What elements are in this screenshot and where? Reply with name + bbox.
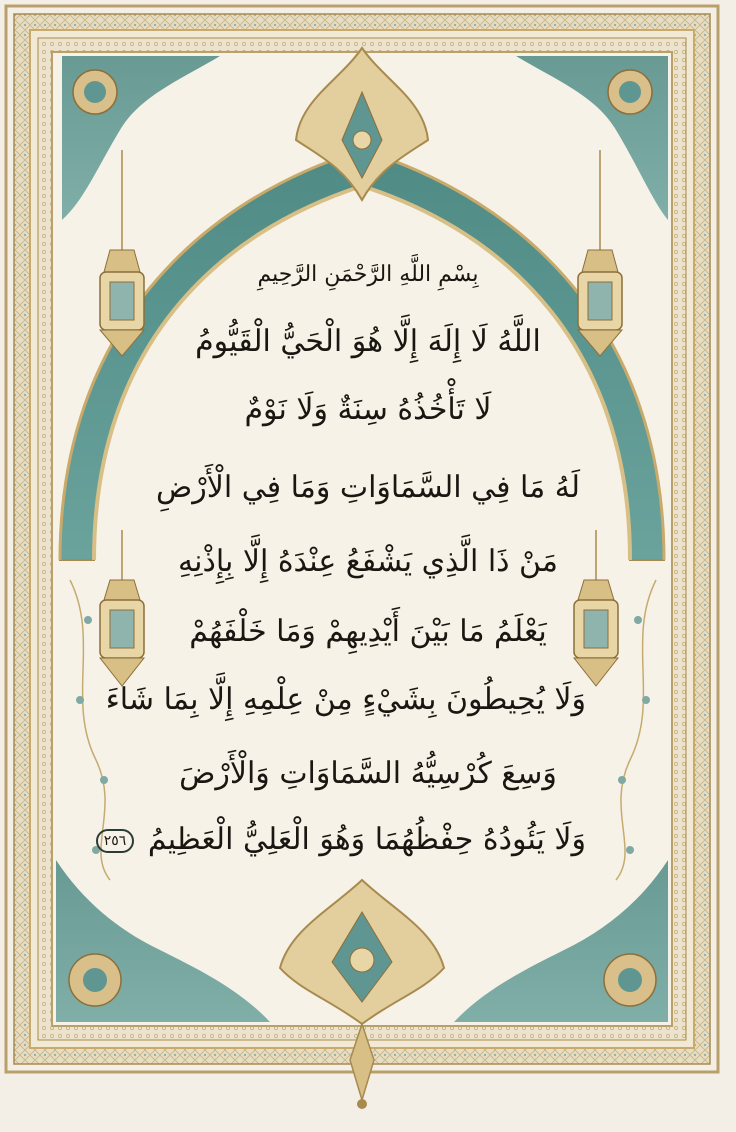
verse-line-5: يَعْلَمُ مَا بَيْنَ أَيْدِيهِمْ وَمَا خَلْفَهُمْ — [189, 614, 547, 649]
verse-line-2: لَا تَأْخُذُهُ سِنَةٌ وَلَا نَوْمٌ — [244, 392, 492, 427]
verse-line-3: لَهُ مَا فِي السَّمَاوَاتِ وَمَا فِي الْأَرْضِ — [155, 470, 581, 505]
verse-line-1: اللَّهُ لَا إِلَهَ إِلَّا هُوَ الْحَيُّ الْقَيُّومُ — [195, 324, 541, 359]
basmala: بِسْمِ اللَّهِ الرَّحْمَنِ الرَّحِيمِ — [257, 262, 479, 287]
ayah-number-badge: ٢٥٦ — [96, 829, 135, 853]
verse-line-8-text: وَلَا يَئُودُهُ حِفْظُهُمَا وَهُوَ الْعَلِيُّ الْعَظِيمُ — [147, 822, 586, 857]
verse-line-7: وَسِعَ كُرْسِيُّهُ السَّمَاوَاتِ وَالْأَرْضَ — [179, 756, 557, 791]
verse-line-6: وَلَا يُحِيطُونَ بِشَيْءٍ مِنْ عِلْمِهِ إِلَّا بِمَا شَاءَ — [105, 682, 586, 717]
verse-line-8 — [103, 822, 586, 857]
verse-line-4: مَنْ ذَا الَّذِي يَشْفَعُ عِنْدَهُ إِلَّا بِإِذْنِهِ — [178, 544, 558, 579]
